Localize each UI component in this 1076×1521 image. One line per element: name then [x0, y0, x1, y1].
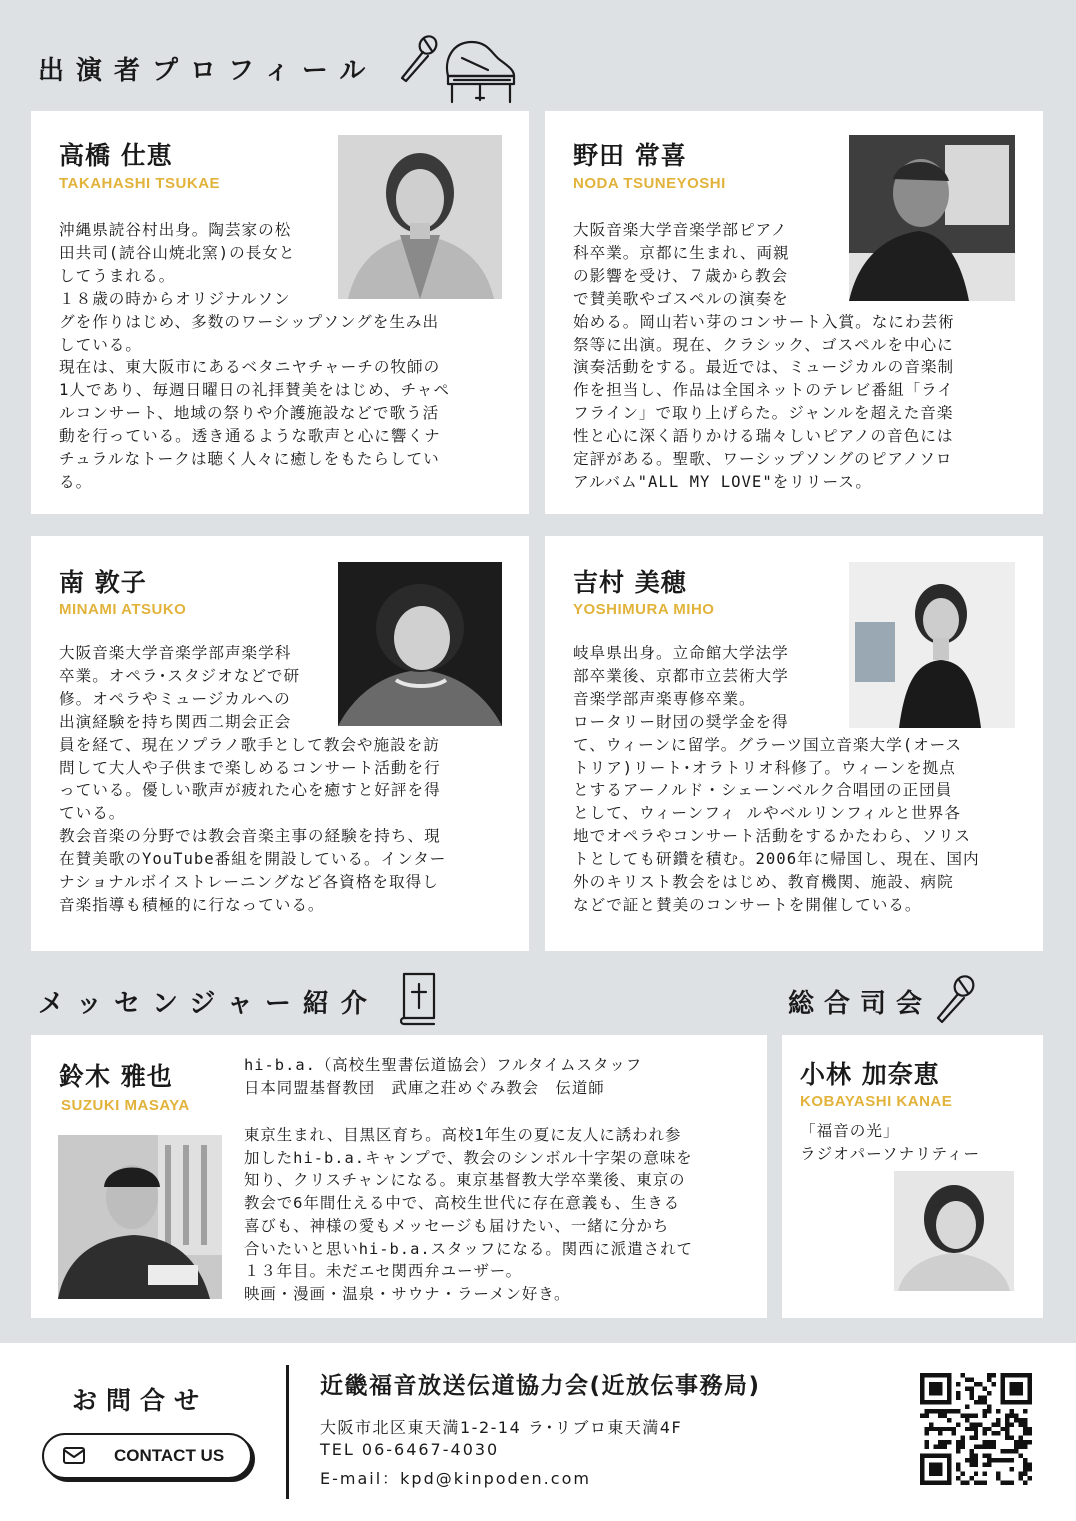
microphone-icon	[402, 33, 440, 81]
messenger-bio: 東京生まれ、目黒区育ち。高校1年生の夏に友人に誘われ参 加したhi-b.a.キャンプで、教会のシンボル十字架の意味を 知り、クリスチャンになる。東京基督教大学卒業後、東京の 教会で6年間仕える中で、高校生世代に存在意義も、生きる 喜びも、神様の愛もメッセージも届けたい、一緒に分かち 合いたいと思いhi-b.a.スタッフになる。関西に派遣されて １３年目。未だエセ関西弁ユーザー。 映画・漫画・温泉・サウナ・ラーメン好き。	[244, 1126, 693, 1303]
messenger-section-title: メッセンジャー紹介	[38, 989, 379, 1019]
microphone-icon	[928, 970, 980, 1030]
performer-card-takahashi	[31, 111, 529, 514]
mc-photo	[894, 1171, 1014, 1291]
performers-section-title: 出演者プロフィール	[38, 56, 378, 86]
messenger-card	[31, 1035, 767, 1318]
qr-code-icon[interactable]	[919, 1373, 1033, 1485]
performer-name: 吉村 美穂	[573, 568, 687, 597]
organization-name: 近畿福音放送伝道協力会(近放伝事務局)	[320, 1373, 761, 1399]
performer-bio: 大阪音楽大学音楽学部声楽学科 卒業。オペラ･スタジオなどで研 修。オペラやミュージカルへの 出演経験を持ち関西二期会正会 員を経て、現在ソプラノ歌手として教会や施設を訪 問して大人や子供まで楽しめるコンサート活動を行 っている。優しい歌声が疲れた心を癒すと好評を得 ている。 教会音楽の分野では教会音楽主事の経験を持ち、現 在賛美歌のYouTube番組を開設している。インター ナショナルボイストレーニングなど各資格を取得し 音楽指導も積極的に行なっている。	[59, 644, 447, 914]
contact-us-button[interactable]	[42, 1433, 252, 1479]
performer-bio: 沖縄県読谷村出身。陶芸家の松 田共司(読谷山焼北窯)の長女と してうまれる。 １８歳の時からオリジナルソン グを作りはじめ、多数のワーシップソングを生み出 している。 現在は、東大阪市にあるベタニヤチャーチの牧師の 1人であり、毎週日曜日の礼拝賛美をはじめ、チャペ ルコンサート、地域の祭りや介護施設などで歌う活 動を行っている。透き通るような歌声と心に響くナ チュラルなトークは聴く人々に癒しをもたらしてい る。	[59, 221, 450, 491]
organization-address: 大阪市北区東天満1-2-14 ラ･リブロ東天満4F	[320, 1418, 683, 1437]
messenger-roman-name: SUZUKI MASAYA	[61, 1097, 190, 1114]
mc-roman-name: KOBAYASHI KANAE	[800, 1093, 953, 1110]
bible-icon	[396, 968, 442, 1028]
performer-bio: 岐阜県出身。立命館大学法学 部卒業後、京都市立芸術大学 音楽学部声楽専修卒業。 ロータリー財団の奨学金を得 て、ウィーンに留学。グラーツ国立音楽大学(オース トリア)リート･オラトリオ科修了。ウィーンを拠点 とするアーノルド・シェーンベルク合唱団の正団員 として、ウィーンフィ ルやベルリンフィルと世界各 地でオペラやコンサート活動をするかたわら、ソリス トとしても研鑽を積む。2006年に帰国し、現在、国内 外のキリスト教会をはじめ、教育機関、施設、病院 などで証と賛美のコンサートを開催している。	[573, 644, 980, 914]
mc-section-title: 総合司会	[788, 989, 933, 1019]
messenger-photo	[58, 1135, 222, 1299]
footer	[0, 1343, 1076, 1521]
contact-us-label: CONTACT US	[114, 1446, 225, 1465]
performer-roman-name: NODA TSUNEYOSHI	[573, 175, 726, 192]
performer-name: 南 敦子	[59, 568, 147, 597]
grand-piano-icon	[447, 42, 514, 102]
mc-bio: 「福音の光」 ラジオパーソナリティー	[800, 1122, 981, 1163]
messenger-name: 鈴木 雅也	[59, 1062, 173, 1091]
messenger-affiliation: hi-b.a.（高校生聖書伝道協会）フルタイムスタッフ 日本同盟基督教団 武庫之荘めぐみ教会 伝道師	[244, 1056, 643, 1097]
mc-card	[782, 1035, 1043, 1318]
performer-roman-name: MINAMI ATSUKO	[59, 601, 187, 618]
performer-card-yoshimura	[545, 536, 1043, 951]
performer-roman-name: YOSHIMURA MIHO	[573, 601, 715, 618]
mc-name: 小林 加奈恵	[800, 1060, 940, 1089]
performer-card-noda	[545, 111, 1043, 514]
microphone-piano-icon	[392, 30, 522, 108]
performer-bio: 大阪音楽大学音楽学部ピアノ 科卒業。京都に生まれ、両親 の影響を受け、７歳から教会 で賛美歌やゴスペルの演奏を 始める。岡山若い芽のコンサート入賞。なにわ芸術 祭等に出演。現在、クラシック、ゴスペルを中心に 演奏活動をする。最近では、ミュージカルの音楽制 作を担当し、作品は全国ネットのテレビ番組「ライ フライン」で取り上げらた。ジャンルを超えた音楽 性と心に深く語りかける瑞々しいピアノの音色には 定評がある。聖歌、ワーシップソングのピアノソロ アルバム"ALL MY LOVE"をリリース。	[573, 221, 955, 491]
footer-divider	[286, 1365, 289, 1499]
inquiry-label: お問合せ	[72, 1386, 209, 1415]
performer-card-minami	[31, 536, 529, 951]
envelope-icon	[62, 1446, 86, 1466]
organization-email[interactable]: E-mail：kpd@kinpoden.com	[320, 1469, 591, 1488]
organization-tel: TEL 06-6467-4030	[320, 1440, 500, 1459]
performer-name: 高橋 仕恵	[59, 141, 173, 170]
performer-name: 野田 常喜	[573, 141, 687, 170]
performer-roman-name: TAKAHASHI TSUKAE	[59, 175, 221, 192]
